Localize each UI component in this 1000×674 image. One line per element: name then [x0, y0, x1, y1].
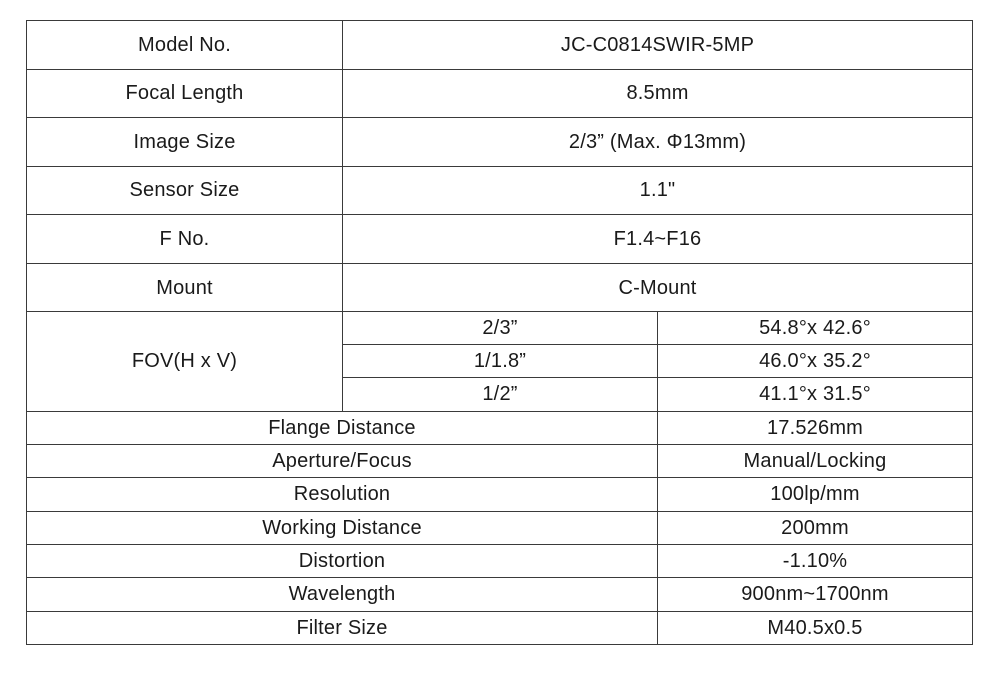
spec-label: F No.	[27, 215, 343, 264]
spec-value: Manual/Locking	[658, 444, 973, 477]
table-row	[27, 263, 973, 312]
table-row	[27, 69, 973, 118]
table-row	[27, 118, 973, 167]
fov-label: FOV(H x V)	[27, 312, 343, 411]
lens-spec-table	[26, 20, 973, 645]
table-row	[27, 312, 973, 345]
spec-value: 200mm	[658, 511, 973, 544]
spec-label: Model No.	[27, 21, 343, 70]
spec-label: Distortion	[27, 544, 658, 577]
fov-format: 2/3”	[343, 312, 658, 345]
spec-value: -1.10%	[658, 544, 973, 577]
spec-label: Sensor Size	[27, 166, 343, 215]
spec-label: Mount	[27, 263, 343, 312]
fov-format: 1/2”	[343, 378, 658, 411]
fov-angle: 46.0°x 35.2°	[658, 345, 973, 378]
spec-value: 100lp/mm	[658, 478, 973, 511]
table-row	[27, 444, 973, 477]
table-row	[27, 478, 973, 511]
table-row	[27, 578, 973, 611]
table-row	[27, 511, 973, 544]
table-row	[27, 21, 973, 70]
spec-label: Filter Size	[27, 611, 658, 644]
spec-value: JC-C0814SWIR-5MP	[343, 21, 973, 70]
spec-label: Focal Length	[27, 69, 343, 118]
table-row	[27, 411, 973, 444]
spec-value: 1.1"	[343, 166, 973, 215]
fov-angle: 54.8°x 42.6°	[658, 312, 973, 345]
spec-label: Working Distance	[27, 511, 658, 544]
table-row	[27, 611, 973, 644]
fov-format: 1/1.8”	[343, 345, 658, 378]
spec-value: 17.526mm	[658, 411, 973, 444]
spec-value: 8.5mm	[343, 69, 973, 118]
table-row	[27, 166, 973, 215]
spec-value: 2/3” (Max. Φ13mm)	[343, 118, 973, 167]
spec-value: 900nm~1700nm	[658, 578, 973, 611]
spec-value: C-Mount	[343, 263, 973, 312]
spec-label: Flange Distance	[27, 411, 658, 444]
spec-value: F1.4~F16	[343, 215, 973, 264]
spec-label: Aperture/Focus	[27, 444, 658, 477]
spec-label: Resolution	[27, 478, 658, 511]
table-row	[27, 544, 973, 577]
fov-angle: 41.1°x 31.5°	[658, 378, 973, 411]
spec-label: Image Size	[27, 118, 343, 167]
spec-label: Wavelength	[27, 578, 658, 611]
spec-value: M40.5x0.5	[658, 611, 973, 644]
table-row	[27, 215, 973, 264]
